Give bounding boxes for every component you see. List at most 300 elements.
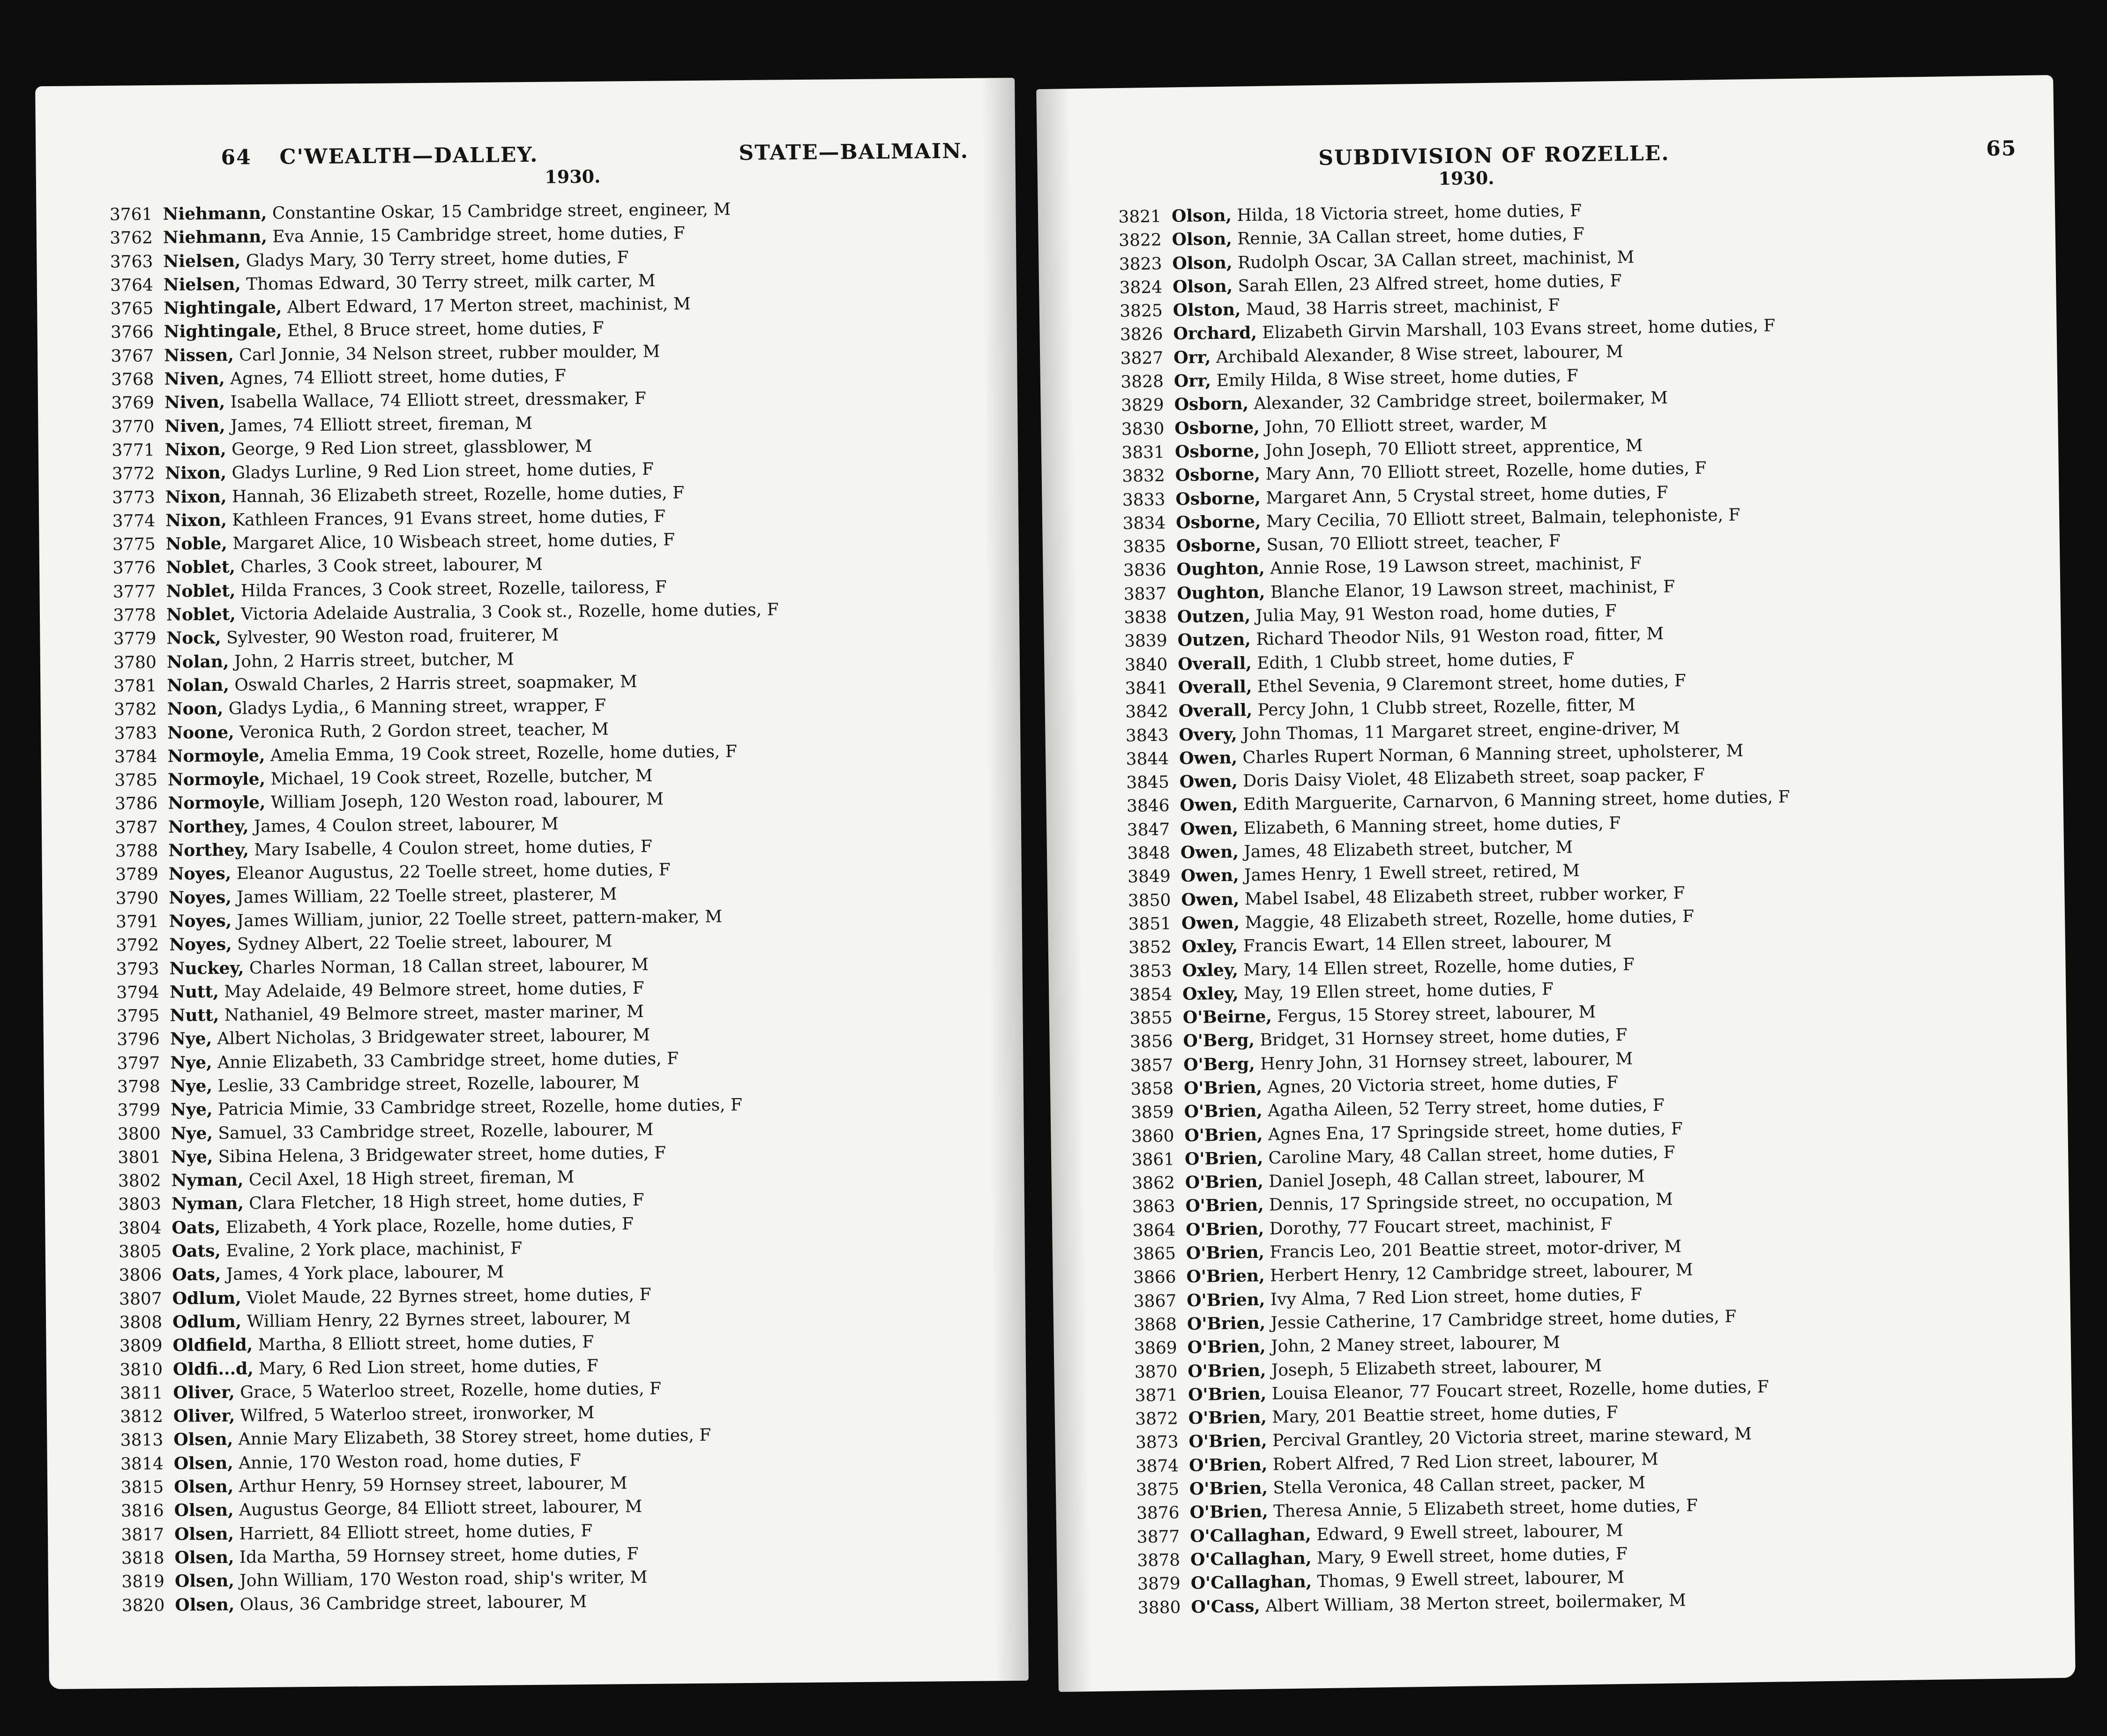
entry-surname: Nutt, [169,981,219,1002]
entry-surname: Nolan, [167,675,230,696]
entry-number: 3856 [1129,1032,1173,1052]
entry-surname: Normoyle, [168,793,266,814]
entry-number: 3804 [118,1218,162,1238]
entry-surname: O'Brien, [1183,1077,1263,1099]
entry-number: 3786 [114,794,158,814]
entry-detail: Mabel Isabel, 48 Elizabeth street, rubber worker, F [1239,883,1685,909]
entry-number: 3851 [1128,914,1172,934]
entry-surname: Overy, [1179,724,1237,745]
entry-number: 3861 [1131,1150,1175,1170]
entry-number: 3764 [110,275,154,295]
entry-detail: Susan, 70 Elliott street, teacher, F [1261,531,1561,555]
entry-detail: Doris Daisy Violet, 48 Elizabeth street, soap packer, F [1237,765,1705,791]
entry-detail: John, 2 Harris street, butcher, M [229,649,514,672]
entry-number: 3790 [115,888,159,908]
entry-number: 3814 [120,1454,164,1474]
entry-detail: Sarah Ellen, 23 Alfred street, home duties, F [1232,271,1622,296]
entry-surname: Owen, [1180,794,1238,816]
entry-surname: Oliver, [173,1406,235,1426]
entry-surname: O'Beirne, [1182,1006,1272,1028]
entry-surname: Osborne, [1175,488,1261,509]
entry-number: 3880 [1137,1597,1181,1618]
entry-detail: Charles Norman, 18 Callan street, labourer, M [244,955,649,978]
entry-surname: Noyes, [169,911,232,931]
entry-surname: Nixon, [165,463,227,484]
entry-number: 3809 [119,1336,163,1356]
entry-detail: Annie Rose, 19 Lawson street, machinist, F [1264,554,1642,579]
entry-detail: Herbert Henry, 12 Cambridge street, labourer, M [1264,1260,1693,1286]
entry-detail: Blanche Elanor, 19 Lawson street, machinist, F [1265,577,1675,602]
entry-detail: Edith, 1 Clubb street, home duties, F [1251,649,1575,673]
entry-surname: Owen, [1180,842,1239,863]
entry-number: 3826 [1120,325,1163,345]
entry-surname: Owen, [1179,771,1238,792]
entry-detail: Martha, 8 Elliott street, home duties, F [253,1332,594,1355]
entry-detail: Annie Elizabeth, 33 Cambridge street, home duties, F [212,1048,679,1072]
page-number: 64 [221,145,252,170]
entry-detail: Albert William, 38 Merton street, boilermaker, M [1260,1590,1686,1616]
entry-number: 3869 [1134,1338,1178,1358]
entry-surname: Nolan, [166,651,229,672]
entry-detail: Ivy Alma, 7 Red Lion street, home duties, F [1265,1285,1643,1309]
entry-number: 3762 [110,228,153,248]
entry-surname: Nye, [171,1123,213,1144]
entry-surname: O'Cass, [1191,1596,1261,1617]
entry-detail: Hilda, 18 Victoria street, home duties, F [1231,201,1582,225]
entry-detail: Sydney Albert, 22 Toelie street, labourer, M [232,931,613,954]
entry-number: 3781 [113,676,157,696]
entry-surname: Overall, [1178,653,1252,674]
left-page [35,78,1029,1689]
entry-surname: Noyes, [169,887,232,908]
entry-surname: Olson, [1172,229,1233,250]
entry-surname: Nightingale, [164,297,282,318]
entry-number: 3831 [1121,442,1165,463]
entry-list [36,195,1028,1618]
entry-surname: Oughton, [1176,559,1265,580]
entry-number: 3789 [115,865,158,885]
entry-detail: Constantine Oskar, 15 Cambridge street, engineer, M [267,200,731,223]
entry-detail: Michael, 19 Cook street, Rozelle, butcher, M [265,766,653,789]
entry-detail: Francis Ewart, 14 Ellen street, labourer, M [1237,931,1612,956]
entry-surname: Northey, [168,816,249,837]
entry-surname: O'Berg, [1183,1030,1255,1051]
entry-surname: Olsen, [174,1524,234,1544]
entry-surname: Nixon, [164,439,226,460]
entry-surname: Osborne, [1174,441,1260,462]
entry-detail: James, 4 Coulon street, labourer, M [248,814,559,836]
entry-surname: Olsen, [174,1500,234,1521]
entry-surname: Niehmann, [163,203,267,224]
entry-detail: Mary, 9 Ewell street, home duties, F [1311,1544,1628,1568]
entry-detail: Mary, 14 Ellen street, Rozelle, home duties, F [1238,955,1635,980]
entry-number: 3787 [115,817,158,838]
entry-number: 3785 [114,771,158,790]
entry-surname: O'Brien, [1188,1384,1267,1405]
entry-surname: Olsen, [173,1429,233,1450]
entry-number: 3761 [109,205,153,224]
entry-detail: Harriett, 84 Elliott street, home duties, F [233,1521,593,1544]
entry-detail: Veronica Ruth, 2 Gordon street, teacher, M [234,719,609,742]
entry-number: 3799 [117,1100,161,1121]
entry-surname: Normoyle, [167,745,265,766]
entry-number: 3847 [1127,820,1170,840]
entry-surname: Nixon, [165,510,227,531]
entry-number: 3768 [111,370,154,389]
entry-number: 3845 [1126,772,1170,793]
entry-detail: Isabella Wallace, 74 Elliott street, dressmaker, F [224,389,646,412]
entry-surname: Owen, [1181,913,1240,934]
entry-detail: John, 70 Elliott street, warder, M [1259,413,1547,437]
entry-surname: Outzen, [1177,606,1251,627]
entry-surname: Nye, [171,1100,213,1120]
entry-surname: Nielsen, [163,274,241,295]
entry-number: 3855 [1129,1008,1173,1028]
entry-number: 3858 [1130,1079,1174,1099]
entry-detail: Edward, 9 Ewell street, labourer, M [1311,1520,1623,1545]
entry-surname: Noone, [167,722,234,743]
entry-surname: Olsen, [175,1594,235,1615]
entry-surname: O'Brien, [1186,1266,1265,1287]
entry-surname: Niehmann, [163,227,268,248]
entry-detail: Hannah, 36 Elizabeth street, Rozelle, home duties, F [226,483,685,507]
entry-surname: O'Callaghan, [1190,1548,1312,1570]
entry-number: 3824 [1119,277,1163,298]
entry-detail: Patricia Mimie, 33 Cambridge street, Rozelle, home duties, F [212,1095,743,1120]
entry-detail: Alexander, 32 Cambridge street, boilermaker, M [1248,388,1668,414]
entry-surname: Noblet, [166,604,236,625]
entry-surname: Osborne, [1175,511,1261,533]
entry-surname: Owen, [1181,889,1240,910]
entry-surname: Owen, [1179,748,1238,769]
entry-number: 3772 [112,464,155,484]
year-heading: 1930. [545,165,601,187]
entry-surname: Osborne, [1175,464,1261,486]
entry-detail: Grace, 5 Waterloo street, Rozelle, home duties, F [234,1379,662,1402]
entry-surname: Northey, [168,840,249,861]
entry-number: 3835 [1122,537,1166,557]
entry-number: 3784 [114,747,157,767]
header-left: C'WEALTH—DALLEY. [279,142,538,169]
entry-detail: John Joseph, 70 Elliott street, apprentice, M [1260,436,1643,461]
entry-number: 3827 [1120,348,1164,368]
entry-detail: Archibald Alexander, 8 Wise street, labourer, M [1210,342,1623,367]
entry-detail: Oswald Charles, 2 Harris street, soapmaker, M [229,672,637,695]
entry-surname: Nyman, [171,1170,244,1190]
entry-detail: Amelia Emma, 19 Cook street, Rozelle, home duties, F [265,741,737,765]
entry-detail: Ethel Sevenia, 9 Claremont street, home duties, F [1252,671,1686,696]
entry-detail: Ida Martha, 59 Hornsey street, home duties, F [234,1544,639,1567]
entry-number: 3852 [1128,937,1172,958]
entry-surname: O'Callaghan, [1190,1525,1312,1546]
entry-detail: Thomas, 9 Ewell street, labourer, M [1311,1568,1625,1592]
entry-surname: Osborne, [1176,535,1262,556]
entry-surname: Odlum, [172,1311,242,1332]
entry-surname: O'Brien, [1185,1195,1264,1216]
entry-number: 3820 [121,1595,165,1616]
entry-detail: Thomas Edward, 30 Terry street, milk carter, M [240,271,656,294]
entry-detail: Rennie, 3A Callan street, home duties, F [1232,224,1585,249]
entry-number: 3876 [1136,1503,1180,1523]
entry-number: 3821 [1118,207,1162,227]
entry-surname: O'Berg, [1183,1054,1255,1075]
entry-surname: Olson, [1172,253,1233,273]
entry-number: 3795 [116,1006,160,1026]
entry-surname: Olston, [1173,299,1241,321]
entry-number: 3763 [110,252,153,272]
entry-surname: Nyman, [171,1193,244,1214]
entry-surname: Olson, [1172,276,1233,297]
entry-number: 3766 [110,322,154,343]
entry-number: 3791 [115,912,159,932]
entry-number: 3825 [1119,301,1163,322]
entry-surname: Orchard, [1173,323,1257,344]
entry-surname: Nielsen, [163,250,241,271]
entry-number: 3840 [1124,655,1168,675]
entry-number: 3844 [1126,749,1169,769]
entry-surname: Owen, [1180,818,1239,839]
entry-detail: James Henry, 1 Ewell street, retired, M [1239,861,1580,885]
entry-number: 3812 [120,1407,164,1427]
entry-number: 3797 [117,1053,160,1073]
entry-surname: Oldfi...d, [172,1358,254,1379]
entry-number: 3859 [1130,1102,1174,1122]
entry-detail: James William, junior, 22 Toelle street, pattern-maker, M [232,907,723,931]
entry-number: 3822 [1118,230,1162,251]
entry-number: 3807 [119,1289,162,1309]
entry-number: 3877 [1136,1526,1180,1547]
entry-number: 3866 [1133,1267,1176,1288]
entry-number: 3849 [1127,867,1171,887]
entry-detail: Theresa Annie, 5 Elizabeth street, home duties, F [1268,1496,1698,1522]
entry-surname: O'Brien, [1187,1313,1266,1334]
entry-surname: Orr, [1173,347,1211,368]
entry-surname: Nye, [171,1146,213,1167]
entry-detail: Rudolph Oscar, 3A Callan street, machinist, M [1232,247,1635,273]
year-heading: 1930. [1438,167,1494,189]
entry-number: 3782 [113,700,157,720]
entry-surname: O'Brien, [1188,1431,1267,1452]
entry-detail: Agnes, 74 Elliott street, home duties, F [224,366,567,389]
entry-number: 3862 [1131,1173,1175,1193]
entry-number: 3806 [119,1265,162,1286]
entry-detail: Agatha Aileen, 52 Terry street, home duties, F [1262,1096,1665,1121]
entry-surname: Osborne, [1174,417,1260,438]
entry-detail: Julia May, 91 Weston road, home duties, F [1250,601,1617,626]
entry-detail: Ethel, 8 Bruce street, home duties, F [282,319,604,341]
entry-detail: Francis Leo, 201 Beattie street, motor-driver, M [1264,1237,1682,1262]
entry-number: 3775 [112,535,156,554]
entry-surname: Niven, [164,416,225,436]
entry-surname: Olsen, [174,1571,235,1591]
entry-surname: O'Brien, [1188,1454,1268,1475]
entry-detail: Carl Jonnie, 34 Nelson street, rubber moulder, M [233,342,660,365]
entry-number: 3838 [1124,607,1167,628]
entry-detail: May, 19 Ellen street, home duties, F [1238,979,1554,1003]
entry-detail: James, 74 Elliott street, fireman, M [225,413,533,436]
entry-detail: John Thomas, 11 Margaret street, engine-driver, M [1237,718,1680,744]
entry-detail: Eva Annie, 15 Cambridge street, home duties, F [267,224,685,247]
entry-number: 3779 [113,629,157,649]
entry-detail: Bridget, 31 Hornsey street, home duties, F [1254,1025,1628,1050]
entry-surname: Nye, [170,1052,212,1073]
entry-surname: Osborn, [1174,394,1249,415]
entry-number: 3875 [1136,1480,1180,1500]
entry-number: 3879 [1137,1574,1181,1594]
entry-surname: Normoyle, [167,769,266,790]
entry-detail: Violet Maude, 22 Byrnes street, home duties, F [241,1285,651,1308]
entry-detail: Mary Isabelle, 4 Coulon street, home duties, F [248,837,652,860]
entry-detail: James, 4 York place, labourer, M [221,1262,504,1285]
entry-number: 3767 [111,346,154,366]
entry-detail: Jessie Catherine, 17 Cambridge street, home duties, F [1265,1307,1737,1333]
entry-number: 3878 [1137,1550,1181,1571]
entry-detail: Percival Grantley, 20 Victoria street, marine steward, M [1267,1424,1752,1451]
entry-number: 3868 [1134,1315,1177,1335]
entry-number: 3816 [120,1501,164,1521]
entry-number: 3803 [118,1195,162,1215]
entry-detail: Leslie, 33 Cambridge street, Rozelle, labourer, M [212,1072,640,1096]
entry-surname: O'Brien, [1184,1101,1263,1122]
entry-detail: Evaline, 2 York place, machinist, F [220,1239,523,1261]
header-center: SUBDIVISION OF ROZELLE. [1318,141,1670,170]
entry-surname: Nye, [170,1029,212,1049]
entry-number: 3853 [1128,961,1172,981]
entry-surname: Nuckey, [169,958,244,979]
entry-detail: Margaret Alice, 10 Wisbeach street, home duties, F [227,530,675,554]
entry-surname: Oughton, [1176,582,1265,603]
entry-surname: Oats, [172,1241,221,1261]
entry-number: 3774 [112,511,156,531]
entry-surname: O'Brien, [1189,1502,1269,1523]
entry-surname: Oxley, [1181,936,1238,957]
entry-surname: Owen, [1181,865,1239,886]
entry-detail: Agnes Ena, 17 Springside street, home duties, F [1263,1119,1683,1145]
entry-surname: Noblet, [165,557,236,578]
entry-number: 3870 [1134,1362,1178,1382]
entry-detail: James, 48 Elizabeth street, butcher, M [1238,838,1573,862]
entry-detail: Stella Veronica, 48 Callan street, packer, M [1267,1473,1646,1498]
entry-detail: Emily Hilda, 8 Wise street, home duties, F [1210,366,1579,391]
entry-number: 3863 [1132,1197,1175,1217]
entry-detail: Robert Alfred, 7 Red Lion street, labourer, M [1267,1449,1659,1474]
entry-detail: Olaus, 36 Cambridge street, labourer, M [234,1592,587,1615]
entry-surname: Olson, [1171,205,1232,226]
entry-number: 3871 [1135,1385,1178,1406]
entry-detail: Agnes, 20 Victoria street, home duties, F [1262,1073,1619,1097]
entry-number: 3836 [1123,560,1166,581]
entry-detail: Maud, 38 Harris street, machinist, F [1240,295,1560,320]
entry-surname: O'Brien, [1184,1124,1263,1145]
entry-surname: Noble, [165,533,228,554]
entry-detail: Mary, 201 Beattie street, home duties, F [1266,1403,1618,1427]
entry-number: 3848 [1127,843,1171,863]
entry-detail: Richard Theodor Nils, 91 Weston road, fitter, M [1250,624,1664,650]
entry-detail: Gladys Lurline, 9 Red Lion street, home duties, F [226,459,654,483]
entry-surname: Nutt, [170,1005,219,1025]
page-number: 65 [1986,136,2017,161]
entry-surname: Olsen, [174,1476,234,1497]
entry-number: 3830 [1121,419,1165,439]
entry-surname: Noyes, [169,934,232,955]
entry-surname: O'Brien, [1187,1289,1265,1310]
entry-number: 3813 [120,1430,164,1451]
entry-number: 3865 [1133,1244,1176,1264]
entry-detail: Annie Mary Elizabeth, 38 Storey street, home duties, F [233,1426,711,1450]
entry-surname: O'Brien, [1187,1336,1266,1358]
entry-surname: Noblet, [166,581,236,601]
entry-detail: Samuel, 33 Cambridge street, Rozelle, labourer, M [212,1120,654,1143]
entry-detail: Mary, 6 Red Lion street, home duties, F [253,1356,598,1378]
entry-number: 3819 [121,1572,165,1592]
entry-number: 3823 [1119,254,1162,274]
entry-number: 3796 [117,1030,160,1050]
entry-number: 3798 [117,1077,160,1097]
entry-number: 3811 [120,1383,163,1403]
entry-surname: Nixon, [165,486,227,507]
entry-detail: Gladys Lydia,, 6 Manning street, wrapper, F [223,696,606,718]
entry-detail: John William, 170 Weston road, ship's writer, M [234,1568,648,1591]
entry-number: 3770 [111,417,155,437]
entry-number: 3874 [1136,1456,1179,1476]
entry-number: 3801 [118,1147,161,1167]
entry-number: 3843 [1125,726,1169,746]
entry-surname: Noyes, [168,863,232,884]
entry-surname: Nightingale, [164,321,282,342]
entry-detail: Percy John, 1 Clubb street, Rozelle, fitter, M [1252,695,1636,720]
entry-detail: William Henry, 22 Byrnes street, labourer, M [241,1309,631,1332]
entry-detail: Margaret Ann, 5 Crystal street, home duties, F [1260,483,1668,508]
entry-number: 3765 [110,299,154,319]
entry-number: 3771 [112,440,155,460]
entry-detail: Gladys Mary, 30 Terry street, home duties, F [240,247,629,270]
entry-number: 3792 [116,935,159,955]
entry-detail: Edith Marguerite, Carnarvon, 6 Manning street, home duties, F [1238,787,1790,815]
entry-list [1038,192,2075,1621]
entry-surname: Olsen, [173,1453,233,1474]
entry-number: 3854 [1129,985,1173,1005]
entry-number: 3794 [116,982,160,1003]
entry-detail: Mary Cecilia, 70 Elliott street, Balmain, telephoniste, F [1261,505,1741,531]
entry-surname: Oats, [172,1217,221,1238]
entry-number: 3857 [1130,1055,1173,1076]
entry-detail: Albert Nicholas, 3 Bridgewater street, labourer, M [211,1025,650,1049]
entry-number: 3839 [1124,631,1167,651]
entry-surname: O'Brien, [1189,1478,1268,1499]
entry-surname: Overall, [1178,676,1252,698]
entry-detail: John, 2 Maney street, labourer, M [1265,1333,1561,1356]
entry-detail: Dorothy, 77 Foucart street, machinist, F [1264,1214,1613,1239]
entry-detail: Sibina Helena, 3 Bridgewater street, home duties, F [213,1143,666,1167]
entry-detail: Augustus George, 84 Elliott street, labourer, M [233,1497,643,1520]
entry-number: 3802 [118,1171,161,1191]
entry-detail: James William, 22 Toelle street, plasterer, M [231,884,617,907]
entry-number: 3769 [111,393,155,413]
entry-detail: Maggie, 48 Elizabeth street, Rozelle, home duties, F [1239,906,1695,933]
entry-detail: Clara Fletcher, 18 High street, home duties, F [243,1190,644,1213]
entry-surname: O'Brien, [1185,1171,1264,1193]
entry-detail: Wilfred, 5 Waterloo street, ironworker, M [235,1403,595,1426]
entry-number: 3850 [1128,890,1171,911]
entry-detail: Kathleen Frances, 91 Evans street, home duties, F [226,507,666,530]
entry-detail: Charles Rupert Norman, 6 Manning street, upholsterer, M [1237,741,1744,768]
entry-surname: Noon, [167,698,224,719]
entry-detail: Victoria Adelaide Australia, 3 Cook st., Rozelle, home duties, F [235,600,779,624]
entry-number: 3777 [112,582,156,602]
entry-detail: Sylvester, 90 Weston road, fruiterer, M [221,625,559,648]
entry-number: 3828 [1121,372,1164,392]
entry-surname: Nye, [170,1076,213,1096]
